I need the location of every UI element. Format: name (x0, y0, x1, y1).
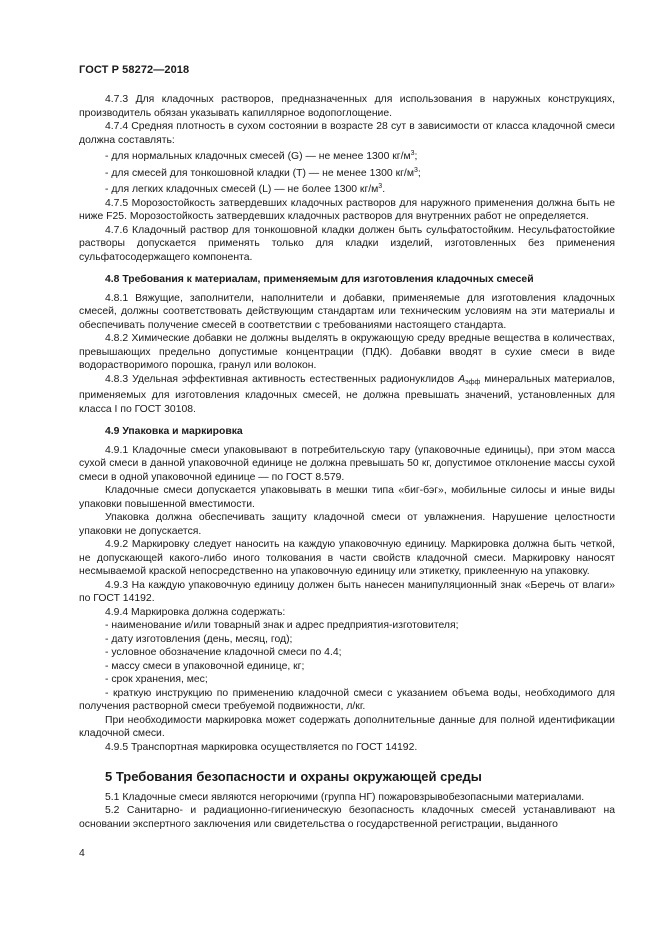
symbol-a: A (458, 373, 466, 385)
list-item: - наименование и/или товарный знак и адрес предприятия-изготовителя; (105, 620, 459, 631)
list-item-density-g (79, 147, 615, 164)
list-item-text: - для смесей для тонкошовной кладки (T) — не менее 1300 кг/м (105, 167, 414, 179)
paragraph-4-7-4: 4.7.4 Средняя плотность в сухом состоянии в возрасте 28 сут в зависимости от класса кладочной смеси должна составлять: (79, 121, 615, 146)
text-run: 4.8.3 Удельная эффективная активность естественных радионуклидов (105, 373, 459, 385)
paragraph-4-9-4: 4.9.4 Маркировка должна содержать: (105, 606, 286, 618)
paragraph-4-9-5: 4.9.5 Транспортная маркировка осуществляется по ГОСТ 14192. (105, 741, 418, 753)
superscript: 3 (378, 183, 383, 190)
list-item-density-t (79, 164, 615, 181)
paragraph-5-2: 5.2 Санитарно- и радиационно-гигиеническую безопасность кладочных смесей устанавливают на основании экспертного заключения или свидетельства о государственной регистрации, выданного (79, 805, 615, 830)
list-item: - краткую инструкцию по применению кладочной смеси с указанием объема воды, необходимого для получения растворной смеси требуемой подвижности, л/кг. (79, 687, 615, 712)
paragraph-4-8-1: 4.8.1 Вяжущие, заполнители, наполнители и добавки, применяемые для изготовления кладочных смесей, должны соответствовать действующим стандартам или техническим условиям на эти материалы и обеспечивать получение смесей в соответствии с требованиями настоящего стандарта. (79, 292, 615, 331)
paragraph-4-9-4-b: При необходимости маркировка может содержать дополнительные данные для полной идентификации кладочной смеси. (79, 714, 615, 739)
paragraph-4-9-1-c: Упаковка должна обеспечивать защиту кладочной смеси от увлажнения. Нарушение целостности упаковки не допускается. (79, 512, 615, 537)
document-header: ГОСТ Р 58272—2018 (79, 64, 190, 76)
list-item-text: - для нормальных кладочных смесей (G) — не менее 1300 кг/м (105, 151, 411, 162)
document-body (79, 93, 615, 831)
paragraph-4-9-1: 4.9.1 Кладочные смеси упаковывают в потребительскую тару (упаковочные единицы), при этом масса сухой смеси в данной упаковочной единице не должна превышать 50 кг, допустимое отклонение массы сухой смеси в одной упаковочной единице — по ГОСТ 8.579. (79, 444, 615, 483)
section-heading-4-9: 4.9 Упаковка и маркировка (105, 426, 243, 437)
list-item-text: - для легких кладочных смесей (L) — не более 1300 кг/м (105, 184, 379, 195)
paragraph-4-8-3 (79, 373, 615, 417)
list-item-density-l (79, 180, 615, 197)
paragraph-4-7-5: 4.7.5 Морозостойкость затвердевших кладочных растворов для наружного применения должна быть не ниже F25. Морозостойкость затвердевших кладочных растворов для внутренних работ не определяется. (79, 197, 615, 222)
subscript: эфф (465, 378, 481, 386)
page-number: 4 (79, 848, 85, 859)
paragraph-4-9-3: 4.9.3 На каждую упаковочную единицу должен быть нанесен манипуляционный знак «Беречь от влаги» по ГОСТ 14192. (79, 579, 615, 604)
list-item: - массу смеси в упаковочной единице, кг; (105, 660, 305, 672)
superscript: 3 (410, 150, 415, 157)
list-item-end: ; (417, 167, 421, 179)
text-run: минеральных материалов, применяемых для изготовления кладочных смесей, не должна превышать значений, установленных для класса I по ГОСТ 30108. (79, 373, 615, 415)
superscript: 3 (413, 166, 418, 174)
list-item-end: . (382, 184, 386, 195)
paragraph-4-9-2: 4.9.2 Маркировку следует наносить на каждую упаковочную единицу. Маркировка должна быть четкой, не допускающей какого-либо иного толкования в части свойств кладочной смеси. Маркировку наносят несмываемой краской непосредственно на упаковочную единицу или этикетку, приклеенную на упаковку. (79, 539, 615, 577)
list-item: - срок хранения, мес; (105, 674, 208, 685)
paragraph-5-1: 5.1 Кладочные смеси являются негорючими (группа НГ) пожаровзрывобезопасными материалами. (105, 791, 585, 803)
list-item: - дату изготовления (день, месяц, год); (105, 633, 293, 645)
paragraph-4-9-1-b: Кладочные смеси допускается упаковывать в мешки типа «биг-бэг», мобильные силосы и иные виды упаковки повышенной вместимости. (79, 485, 615, 510)
paragraph-4-8-2: 4.8.2 Химические добавки не должны выделять в окружающую среду вредные вещества в количествах, превышающих предельно допустимые концентрации (ПДК). Добавки вводят в сухие смеси в виде водорастворимого порошка, гранул или волокон. (79, 333, 615, 371)
paragraph-4-7-3: 4.7.3 Для кладочных растворов, предназначенных для использования в наружных конструкциях, производитель обязан указывать капиллярное водопоглощение. (79, 94, 615, 119)
list-item-end: ; (414, 151, 418, 162)
list-item: - условное обозначение кладочной смеси по 4.4; (105, 647, 342, 658)
section-heading-4-8: 4.8 Требования к материалам, применяемым для изготовления кладочных смесей (105, 274, 534, 285)
section-heading-5: 5 Требования безопасности и охраны окружающей среды (105, 769, 482, 784)
paragraph-4-7-6: 4.7.6 Кладочный раствор для тонкошовной кладки должен быть сульфатостойким. Несульфатостойкие растворы допускается применять только для кладки изделий, изготовленных без применения сульфатосодержащего компонента. (79, 224, 615, 263)
